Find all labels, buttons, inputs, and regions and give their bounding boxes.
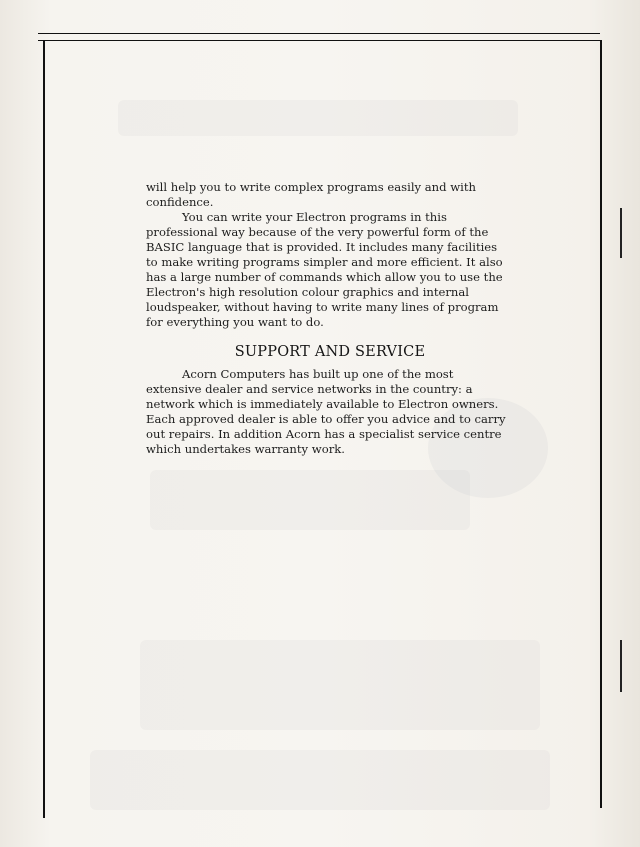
document-body: [146, 180, 506, 457]
show-through-block: [150, 470, 470, 530]
edge-mark: [620, 640, 622, 692]
show-through-block: [140, 640, 540, 730]
edge-mark: [620, 208, 622, 258]
body-paragraph: will help you to write complex programs easily and with confidence.: [146, 180, 477, 209]
show-through-block: [118, 100, 518, 136]
body-paragraph: You can write your Electron programs in this professional way because of the very powerful form of the BASIC language that is provided. It includes many facilities to make writing programs simpler and more efficient. It also has a large number of commands which allow you to use the Electron's high resolution colour graphics and internal loudspeaker, without having to write many lines of program for everything you want to do.: [146, 210, 503, 329]
body-paragraph: Acorn Computers has built up one of the most extensive dealer and service networks in the country: a network which is immediately available to Electron owners. Each approved dealer is able to offer you advice and to carry out repairs. In addition Acorn has a specialist service centre which undertakes warranty work.: [146, 367, 506, 456]
show-through-block: [90, 750, 550, 810]
frame-left-rule: [43, 40, 45, 818]
frame-right-rule: [600, 40, 602, 808]
section-heading: SUPPORT AND SERVICE: [234, 344, 426, 360]
frame-top-rule: [38, 33, 600, 41]
